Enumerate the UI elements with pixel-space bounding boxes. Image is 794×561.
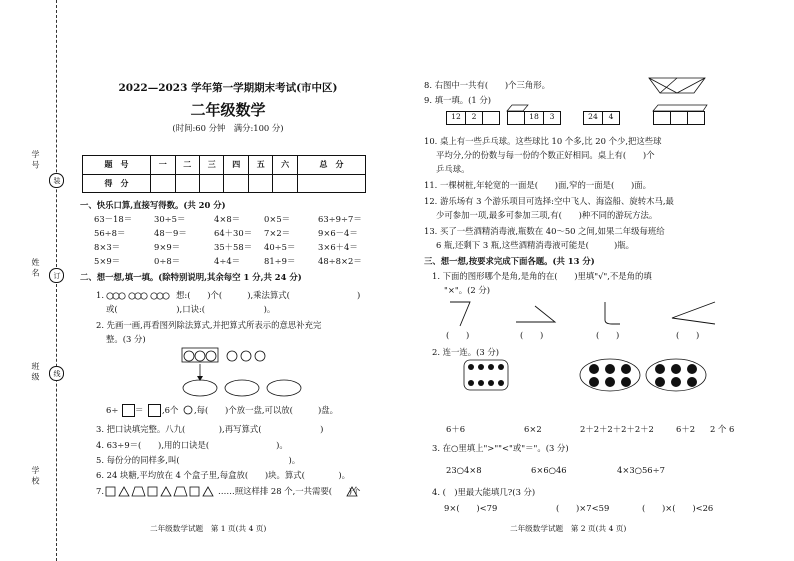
calc-item: 63－18＝ [94, 214, 133, 224]
answer-box[interactable] [653, 111, 671, 125]
calc-item: 40÷5＝ [264, 242, 296, 252]
section2-title: 二、想一想,填一填。(除特别说明,其余每空 1 分,共 24 分) [80, 272, 302, 282]
match-item[interactable]: 2 个 6 [710, 424, 735, 434]
score-header: 题 号 [83, 156, 151, 175]
apple-icon [183, 405, 193, 415]
calc-item: 56÷8＝ [94, 228, 126, 238]
shape-sequence [106, 486, 216, 497]
calc-item: 3×6＋4＝ [318, 242, 358, 252]
match-item[interactable]: 6＋2 [676, 424, 696, 434]
answer-box[interactable] [687, 111, 705, 125]
score-header: 六 [273, 156, 297, 175]
num-box: 12 [446, 111, 466, 125]
calc-item: 81÷9＝ [264, 256, 296, 266]
equals-sign: ＝ [135, 405, 144, 415]
s3-q3-text: 3. 在○里填上">""<"或"＝"。(3 分) [432, 443, 569, 453]
calc-item: 63÷9÷7＝ [318, 214, 362, 224]
max-fill-item[interactable]: ( )×7<59 [556, 503, 610, 513]
num-box: 18 [524, 111, 544, 125]
score-table [82, 155, 366, 193]
score-cell[interactable] [224, 174, 248, 193]
calc-item: 64＋30＝ [214, 228, 253, 238]
q2-formula-end: ,每( )个放一盘,可以放( )盘。 [194, 405, 339, 415]
calc-item: 4÷4＝ [214, 256, 241, 266]
binding-tab-3: 线 [49, 366, 64, 381]
s3-q1-text-2: "×"。(2 分) [444, 285, 490, 295]
flower-groups [106, 290, 176, 302]
num-box: 3 [543, 111, 561, 125]
calc-item: 9×6－4＝ [318, 228, 358, 238]
q7-text: ……照这样排 28 个,一共需要( )个 [218, 486, 361, 496]
compare-item[interactable]: 23○4×8 [446, 465, 482, 475]
score-cell[interactable] [199, 174, 223, 193]
q2-text: 2. 先画一画,再看图列除法算式,并把算式所表示的意思补充完 [96, 320, 322, 330]
exam-title: 2022—2023 学年第一学期期末考试(市中区) [118, 82, 338, 94]
calc-item: 0×5＝ [264, 214, 291, 224]
max-fill-item[interactable]: ( )×( )<26 [642, 503, 714, 513]
calc-item: 8×3＝ [94, 242, 121, 252]
q3-text: 3. 把口诀填完整。八九( ),再写算式( ) [96, 424, 324, 434]
score-header: 三 [199, 156, 223, 175]
q12-text: 12. 游乐场有 3 个游乐项目可选择:空中飞人、海盗船、旋转木马,最 [424, 196, 674, 206]
q13-text: 13. 买了一些酒精消毒液,瓶数在 40～50 之间,如果二年级每班给 [424, 226, 665, 236]
section1-title: 一、快乐口算,直接写得数。(共 20 分) [80, 200, 226, 210]
binding-tab-1: 装 [49, 173, 64, 188]
q2-formula-start: 6÷ [106, 405, 119, 415]
calc-item: 48÷8×2＝ [318, 256, 362, 266]
q11-text: 11. 一棵树桩,年轮宽的一面是( )面,窄的一面是( )面。 [424, 180, 651, 190]
triangle-figure [648, 76, 706, 96]
answer-box[interactable] [148, 404, 161, 417]
label-xuehao: 学 号 [31, 150, 40, 169]
score-cell[interactable] [273, 174, 297, 193]
calc-item: 30÷5＝ [154, 214, 186, 224]
q4-text: 4. 63÷9＝( ),用的口诀是( )。 [96, 440, 288, 450]
answer-box[interactable] [507, 111, 525, 125]
binding-tab-2: 订 [49, 268, 64, 283]
q1-number: 1. [96, 290, 104, 300]
angle-figures [440, 300, 750, 328]
triangle-icon [346, 486, 358, 497]
calc-item: 7×2＝ [264, 228, 291, 238]
q2-text-2: 整。(3 分) [106, 334, 146, 344]
s3-q2-text: 2. 连一连。(3 分) [432, 347, 500, 357]
q8-text: 8. 右图中一共有( )个三角形。 [424, 80, 551, 90]
q10-text: 10. 桌上有一些乒乓球。这些球比 10 个多,比 20 个少,把这些球 [424, 136, 662, 146]
match-item[interactable]: 6＋6 [446, 424, 466, 434]
answer-box[interactable] [122, 404, 135, 417]
s3-q1-text: 1. 下面的图形哪个是角,是角的在( )里填"√",不是角的填 [432, 271, 652, 281]
page1-footer: 二年级数学试题 第 1 页(共 4 页) [150, 524, 267, 533]
score-header: 一 [151, 156, 175, 175]
num-box: 24 [583, 111, 603, 125]
page2-footer: 二年级数学试题 第 2 页(共 4 页) [510, 524, 627, 533]
score-cell[interactable] [151, 174, 175, 193]
calc-item: 0÷8＝ [154, 256, 181, 266]
q13-text-2: 6 瓶,还剩下 3 瓶,这些酒精消毒液可能是( )瓶。 [436, 240, 635, 250]
calc-item: 5×9＝ [94, 256, 121, 266]
score-header: 四 [224, 156, 248, 175]
max-fill-item[interactable]: 9×( )<79 [444, 503, 498, 513]
angle-answer[interactable]: ( ) [520, 330, 544, 340]
score-header: 总 分 [297, 156, 365, 175]
box-cube-top [653, 104, 709, 112]
compare-item[interactable]: 4×3○56÷7 [617, 465, 665, 475]
score-cell[interactable] [297, 174, 365, 193]
score-cell[interactable] [248, 174, 272, 193]
num-box: 4 [602, 111, 620, 125]
q12-text-2: 少可参加一项,最多可参加三项,有( )种不同的游玩方法。 [436, 210, 658, 220]
label-banji: 班 级 [31, 362, 40, 381]
box-top-lines [446, 108, 506, 114]
dot-groups [462, 356, 722, 396]
calc-item: 9×9＝ [154, 242, 181, 252]
calc-item: 4×8＝ [214, 214, 241, 224]
compare-item[interactable]: 6×6○46 [531, 465, 567, 475]
answer-box[interactable] [670, 111, 688, 125]
score-header: 五 [248, 156, 272, 175]
num-box: 2 [465, 111, 483, 125]
label-xingming: 姓 名 [31, 258, 40, 277]
q9-text: 9. 填一填。(1 分) [424, 95, 492, 105]
score-header: 二 [175, 156, 199, 175]
q6-text: 6. 24 块糖,平均放在 4 个盒子里,每盒放( )块。算式( )。 [96, 470, 351, 480]
calc-item: 35＋58＝ [214, 242, 253, 252]
apples-diagram [182, 348, 342, 398]
calc-item: 48－9＝ [154, 228, 187, 238]
q10-text-2: 平均分,分的份数与每一份的个数正好相同。桌上有( )个 [436, 150, 655, 160]
score-cell[interactable] [175, 174, 199, 193]
q2-formula-mid: ,6个 [162, 405, 179, 415]
label-xuexiao: 学 校 [31, 466, 40, 485]
exam-subject: 二年级数学 [190, 101, 266, 119]
q7-number: 7. [96, 486, 104, 496]
exam-info: (时间:60 分钟 满分:100 分) [172, 123, 284, 133]
match-item[interactable]: 6×2 [524, 424, 542, 434]
q1-text: 想:( )个( ),乘法算式( ) [176, 290, 361, 300]
s3-q4-text: 4. ( )里最大能填几?(3 分) [432, 487, 536, 497]
angle-answer[interactable]: ( ) [676, 330, 700, 340]
angle-answer[interactable]: ( ) [596, 330, 620, 340]
angle-answer[interactable]: ( ) [446, 330, 470, 340]
section3-title: 三、想一想,按要求完成下面各题。(共 13 分) [424, 256, 595, 266]
q10-text-3: 乒乓球。 [436, 164, 470, 174]
box-cube-top [507, 104, 547, 112]
score-row-label: 得 分 [83, 174, 151, 193]
q5-text: 5. 每份分的同样多,叫( )。 [96, 455, 301, 465]
match-item[interactable]: 2＋2＋2＋2＋2＋2 [580, 424, 654, 434]
q1-text-2: 或( ),口诀:( )。 [106, 304, 276, 314]
